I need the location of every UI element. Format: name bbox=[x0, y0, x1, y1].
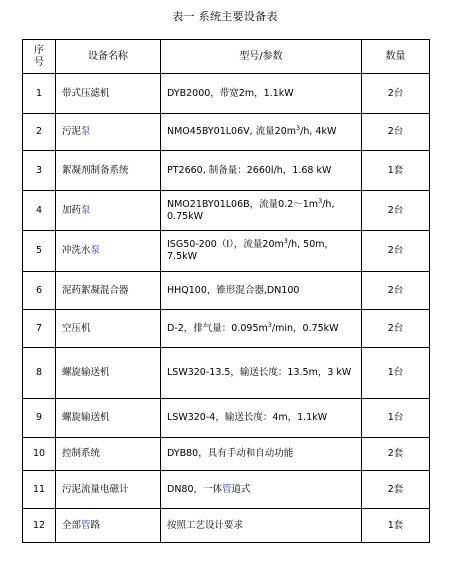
cell-name bbox=[56, 151, 161, 191]
table-row bbox=[23, 74, 430, 114]
model-part: 3 bbox=[296, 123, 301, 132]
table-row bbox=[23, 272, 430, 310]
model-part: DYB80，具有手动和自动功能 bbox=[167, 448, 294, 459]
model-part: 道式 bbox=[231, 483, 251, 495]
cell-name bbox=[56, 348, 161, 399]
model-part: ISG50-200（I），流量20m bbox=[167, 239, 284, 250]
cell-no: 12 bbox=[23, 509, 56, 543]
cell-model bbox=[161, 471, 362, 509]
cell-qty: 2台 bbox=[362, 272, 430, 310]
model-part: 7.5kW bbox=[167, 251, 198, 262]
cell-qty: 1套 bbox=[362, 151, 430, 191]
name-part: 泵 bbox=[90, 245, 101, 256]
header-model: 型号/参数 bbox=[161, 40, 362, 74]
cell-qty: 2台 bbox=[362, 114, 430, 151]
cell-qty: 2台 bbox=[362, 74, 430, 114]
cell-qty: 2套 bbox=[362, 438, 430, 471]
model-part: DN80，一体 bbox=[167, 483, 223, 495]
cell-name bbox=[56, 114, 161, 151]
cell-no: 8 bbox=[23, 348, 56, 399]
cell-model bbox=[161, 114, 362, 151]
model-part: 3 bbox=[267, 320, 272, 329]
table-body bbox=[23, 74, 430, 543]
model-part: LSW320-4，输送长度：4m，1.1kW bbox=[167, 412, 328, 423]
name-part: 泵 bbox=[81, 204, 91, 216]
cell-no: 6 bbox=[23, 272, 56, 310]
model-part: LSW320-13.5，输送长度：13.5m，3 kW bbox=[167, 367, 352, 378]
model-part: NMO45BY01L06V, 流量20m bbox=[167, 126, 297, 137]
cell-no: 5 bbox=[23, 231, 56, 272]
model-part: /min，0.75kW bbox=[271, 322, 339, 334]
cell-no: 2 bbox=[23, 114, 56, 151]
model-part: 0.75kW bbox=[167, 210, 204, 222]
cell-model bbox=[161, 399, 362, 438]
table-row bbox=[23, 151, 430, 191]
model-part: PT2660, 制备量：2660l/h，1.68 kW bbox=[167, 164, 332, 176]
cell-model bbox=[161, 151, 362, 191]
model-part: 管 bbox=[222, 483, 232, 495]
header-no bbox=[23, 40, 56, 74]
model-part: D-2，排气量：0.095m bbox=[167, 322, 268, 334]
table-row bbox=[23, 114, 430, 151]
header-name: 设备名称 bbox=[56, 40, 161, 74]
model-part: 3 bbox=[318, 196, 323, 205]
cell-no: 7 bbox=[23, 310, 56, 348]
cell-model bbox=[161, 231, 362, 272]
cell-qty: 2套 bbox=[362, 471, 430, 509]
name-part: 控制系统 bbox=[62, 448, 101, 459]
name-part: 带式压滤机 bbox=[62, 87, 110, 99]
name-part: 螺旋输送机 bbox=[62, 412, 110, 423]
cell-qty: 2台 bbox=[362, 310, 430, 348]
cell-no: 4 bbox=[23, 191, 56, 231]
cell-model bbox=[161, 310, 362, 348]
cell-model bbox=[161, 438, 362, 471]
cell-model bbox=[161, 348, 362, 399]
header-no-text: 序号 bbox=[34, 44, 44, 68]
name-part: 加药 bbox=[62, 204, 82, 216]
cell-name bbox=[56, 231, 161, 272]
header-row bbox=[23, 40, 430, 74]
cell-name bbox=[56, 272, 161, 310]
cell-name bbox=[56, 471, 161, 509]
name-part: 管 bbox=[81, 519, 91, 531]
model-part: 按照工艺设计要求 bbox=[167, 519, 244, 531]
cell-model bbox=[161, 74, 362, 114]
cell-name bbox=[56, 509, 161, 543]
name-part: 螺旋输送机 bbox=[62, 367, 110, 378]
name-part: 泥药絮凝混合器 bbox=[62, 284, 129, 296]
table-row bbox=[23, 509, 430, 543]
table-row bbox=[23, 191, 430, 231]
cell-no: 11 bbox=[23, 471, 56, 509]
cell-name bbox=[56, 310, 161, 348]
table-row bbox=[23, 231, 430, 272]
table-row bbox=[23, 471, 430, 509]
cell-model bbox=[161, 509, 362, 543]
cell-no: 9 bbox=[23, 399, 56, 438]
cell-model bbox=[161, 191, 362, 231]
cell-qty: 2台 bbox=[362, 231, 430, 272]
table-row bbox=[23, 438, 430, 471]
model-part: /h, 4kW bbox=[300, 126, 337, 137]
cell-name bbox=[56, 74, 161, 114]
cell-name bbox=[56, 438, 161, 471]
model-part: HHQ100，锥形混合器,DN100 bbox=[167, 284, 300, 296]
name-part: 空压机 bbox=[62, 322, 91, 334]
name-part: 泵 bbox=[81, 126, 91, 137]
model-part: /h, bbox=[322, 198, 335, 210]
model-part: DYB2000，带宽2m，1.1kW bbox=[167, 87, 294, 99]
cell-qty: 1套 bbox=[362, 509, 430, 543]
name-part: 絮凝剂制备系统 bbox=[62, 164, 129, 176]
cell-name bbox=[56, 399, 161, 438]
cell-no: 3 bbox=[23, 151, 56, 191]
cell-qty: 1台 bbox=[362, 348, 430, 399]
table-row bbox=[23, 348, 430, 399]
cell-no: 1 bbox=[23, 74, 56, 114]
model-part: 3 bbox=[283, 236, 288, 245]
header-qty: 数量 bbox=[362, 40, 430, 74]
cell-qty: 1台 bbox=[362, 399, 430, 438]
cell-name bbox=[56, 191, 161, 231]
model-part: /h, 50m， bbox=[287, 239, 334, 250]
name-part: 路 bbox=[90, 519, 101, 531]
model-part: NMO21BY01L06B，流量0.2～1m bbox=[167, 198, 319, 210]
name-part: 污泥 bbox=[62, 126, 82, 137]
cell-qty: 2台 bbox=[362, 191, 430, 231]
table-title: 表一 系统主要设备表 bbox=[172, 10, 278, 23]
equipment-table bbox=[22, 39, 430, 543]
name-part: 冲洗水 bbox=[62, 245, 91, 256]
table-row bbox=[23, 310, 430, 348]
cell-model bbox=[161, 272, 362, 310]
name-part: 全部 bbox=[62, 519, 82, 531]
name-part: 污泥流量电磁计 bbox=[62, 483, 129, 495]
cell-no: 10 bbox=[23, 438, 56, 471]
table-row bbox=[23, 399, 430, 438]
